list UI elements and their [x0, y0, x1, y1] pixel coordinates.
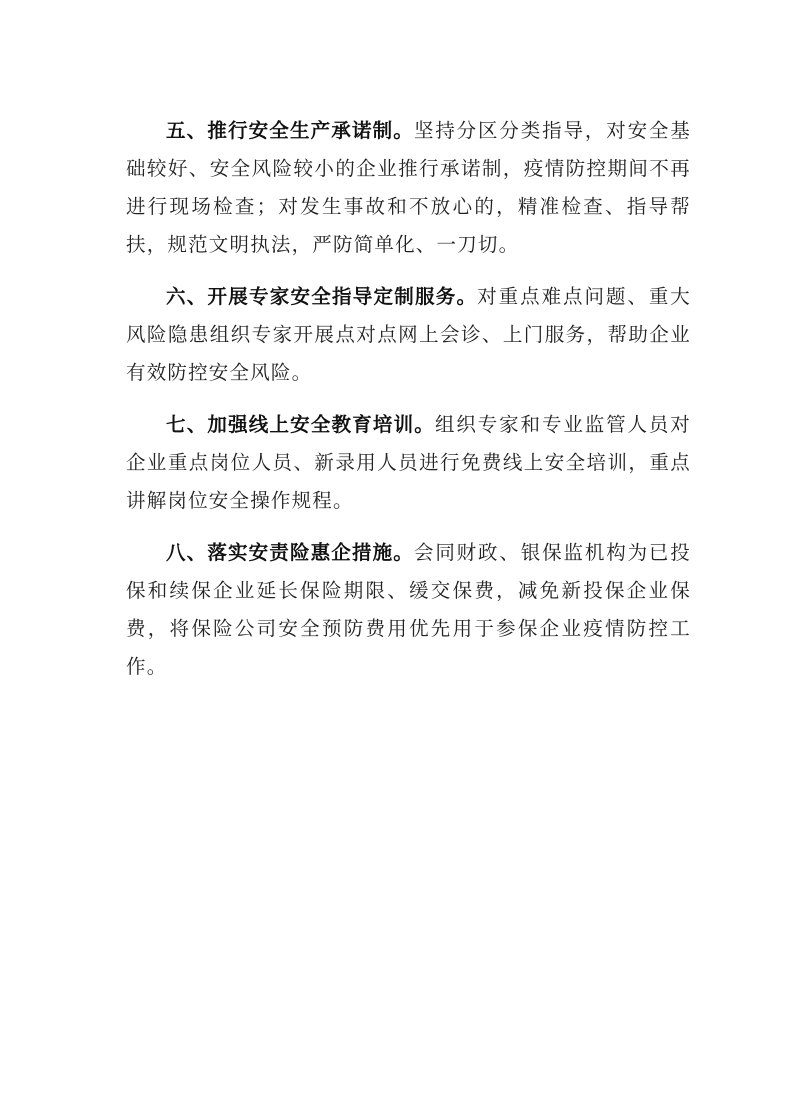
paragraph-text: 会同财政、银保监机构为已投保和续保企业延长保险期限、缓交保费，减免新投保企业保费，将保险公司安全预防费用优先用于参保企业疫情防控工作。: [126, 541, 691, 678]
paragraph-text: 组织专家和专业监管人员对企业重点岗位人员、新录用人员进行免费线上安全培训，重点讲解岗位安全操作规程。: [126, 413, 691, 512]
paragraph-heading: 五、推行安全生产承诺制。: [166, 119, 414, 142]
paragraph-heading: 七、加强线上安全教育培训。: [166, 413, 435, 436]
paragraph-8: [126, 534, 691, 686]
paragraph-text: 对重点难点问题、重大风险隐患组织专家开展点对点网上会诊、上门服务，帮助企业有效防控安全风险。: [126, 285, 691, 384]
document-body: [126, 112, 691, 700]
paragraph-heading: 八、落实安责险惠企措施。: [166, 541, 414, 564]
paragraph-6: [126, 278, 691, 392]
paragraph-heading: 六、开展专家安全指导定制服务。: [166, 285, 478, 308]
paragraph-5: [126, 112, 691, 264]
paragraph-7: [126, 406, 691, 520]
paragraph-text: 坚持分区分类指导，对安全基础较好、安全风险较小的企业推行承诺制，疫情防控期间不再进行现场检查；对发生事故和不放心的，精准检查、指导帮扶，规范文明执法，严防简单化、一刀切。: [126, 119, 691, 256]
